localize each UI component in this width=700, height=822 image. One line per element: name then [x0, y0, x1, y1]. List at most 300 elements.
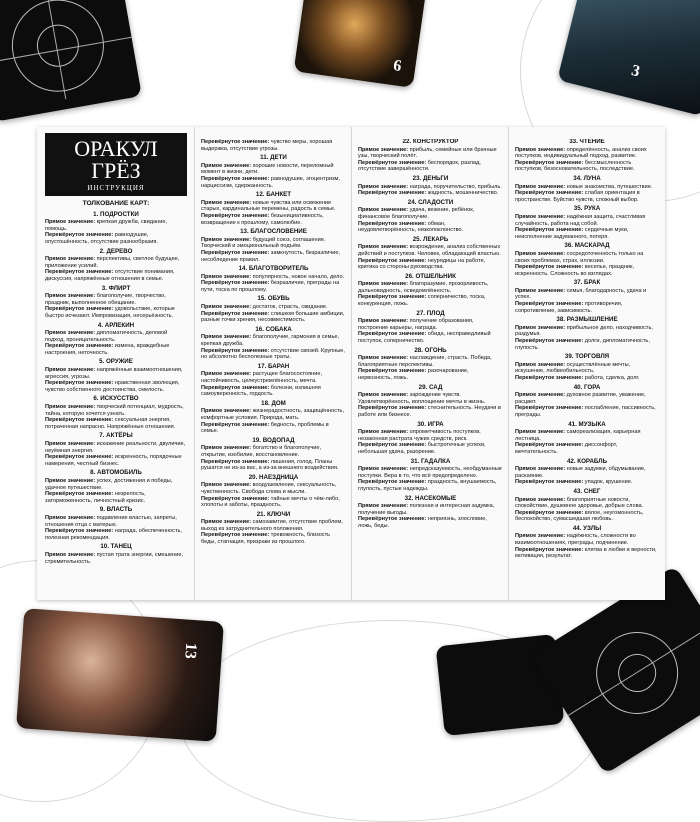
meaning-label: Перевёрнутое значение: [358, 442, 427, 449]
meaning-label: Перевёрнутое значение: [45, 528, 114, 535]
oracle-card-bottom-left [16, 608, 224, 742]
meaning-text: слабая ориентация в пространстве. Буйство чувств, сложный выбор. [515, 190, 640, 203]
card-entry [358, 385, 503, 419]
meaning-label: Прямое значение: [515, 361, 566, 368]
meaning-text: быстротечные успехи, небольшая удача, разорение. [358, 442, 486, 455]
card-number: 6 [392, 57, 403, 76]
meaning-line [45, 219, 187, 232]
fold-line [508, 127, 509, 600]
meaning-text: бедность, проблемы в семье. [201, 421, 329, 435]
meaning-label: Прямое значение: [45, 477, 96, 484]
meaning-label: Прямое значение: [358, 392, 409, 399]
card-entry [201, 139, 346, 152]
card-entry-title: 24. СЛАДОСТИ [407, 198, 454, 206]
meaning-text: веселье, праздник, искренность. Сложность во взглядах. [515, 264, 635, 277]
meaning-label: Прямое значение: [201, 304, 252, 311]
meaning-text: возрождение, анализ собственных действий и поступков. Человек, обладающий властью. [358, 244, 501, 257]
meaning-line [515, 362, 659, 375]
meaning-text: семья, благодарность, удача и успех. [515, 287, 647, 301]
meaning-line [201, 139, 346, 152]
meaning-label: Перевёрнутое значение: [45, 306, 114, 313]
card-entry [45, 507, 187, 541]
meaning-line [45, 269, 187, 282]
meaning-text: новые задумки, обдумывание, раскаяние. [515, 466, 646, 479]
meaning-text: искренность, порядочные намерения, честный бизнес. [45, 454, 182, 467]
meaning-label: Перевёрнутое значение: [201, 421, 270, 428]
card-entry-title: 8. АВТОМОБИЛЬ [90, 469, 142, 477]
meaning-text: определённость, анализ своих поступков, индивидуальный подход, развитие. [515, 146, 647, 160]
meaning-text: успех, достижения и победы, удачное путешествие. [45, 477, 173, 491]
meaning-text: неприязнь, злословие, ложь, беды. [358, 516, 487, 529]
card-entry [515, 489, 659, 523]
card-entry-title: 26. ОТШЕЛЬНИК [405, 272, 456, 280]
meaning-text: противоречия, сопротивление, зависимость. [515, 301, 623, 314]
meaning-label: Перевёрнутое значение: [201, 458, 270, 465]
meaning-label: Прямое значение: [515, 250, 566, 257]
meaning-label: Перевёрнутое значение: [201, 310, 270, 317]
card-entry [45, 544, 187, 565]
meaning-label: Прямое значение: [45, 514, 96, 521]
meaning-text: измена, враждебные настроения, неточность. [45, 343, 170, 356]
meaning-text: искажение реальности, двуличие, неуёмная энергия. [45, 441, 186, 454]
meaning-text: праздность, внушаемость, глупость, пустые надежды. [358, 479, 497, 492]
meaning-label: Перевёрнутое значение: [201, 212, 270, 219]
card-entry [201, 192, 346, 226]
meaning-label: Прямое значение: [201, 482, 252, 489]
card-entry [201, 266, 346, 293]
card-entry-title: 36. МАСКАРАД [564, 242, 610, 250]
meaning-label: Перевёрнутое значение: [515, 442, 584, 449]
meaning-label: Прямое значение: [358, 146, 409, 153]
meaning-label: Прямое значение: [45, 367, 96, 374]
meaning-text: творческий потенциал, мудрость, тайна, которую хочется узнать. [45, 404, 184, 417]
meaning-line [358, 466, 503, 479]
meaning-label: Перевёрнутое значение: [201, 347, 270, 354]
meaning-text: самореализация, карьерная лестница. [515, 429, 641, 442]
meaning-line [201, 163, 346, 176]
meaning-text: стеснительность. Неудачи в работе или бизнесе. [358, 405, 501, 418]
card-entry-title: 22. КОНСТРУКТОР [402, 139, 459, 145]
card-entry-title: 14. БЛАГОТВОРИТЕЛЬ [238, 265, 309, 273]
meaning-text: дипломатичность, деловой подход, проницательность. [45, 330, 168, 343]
meaning-label: Перевёрнутое значение: [515, 190, 584, 197]
meaning-line [515, 214, 659, 227]
meaning-line [358, 442, 503, 455]
meaning-label: Перевёрнутое значение: [201, 532, 270, 539]
meaning-label: Перевёрнутое значение: [45, 232, 114, 239]
card-entry-title: 7. АКТЁРЫ [99, 432, 133, 440]
meaning-label: Перевёрнутое значение: [201, 175, 270, 182]
meaning-line [45, 367, 187, 380]
card-entry [201, 155, 346, 189]
meaning-line [201, 385, 346, 398]
meaning-text: соперничество, тоска, конкуренция, ложь. [358, 294, 486, 308]
meaning-label: Прямое значение: [515, 183, 566, 190]
card-entry-title: 41. МУЗЫКА [568, 420, 606, 428]
meaning-line [515, 510, 659, 523]
meaning-line [515, 338, 659, 351]
meaning-label: Прямое значение: [201, 273, 252, 280]
meaning-text: нравственная эволюция, чувство собственного достоинства, смелость. [45, 380, 180, 393]
meaning-label: Перевёрнутое значение: [358, 405, 427, 412]
meaning-line [201, 280, 346, 293]
card-entry [358, 139, 503, 173]
meaning-text: равнодушие, опустошённость, отсутствие разнообразия. [45, 232, 158, 245]
meaning-label: Прямое значение: [358, 183, 409, 190]
card-entry-title: 38. РАЗМЫШЛЕНИЕ [556, 316, 618, 324]
meaning-label: Перевёрнутое значение: [201, 280, 270, 287]
card-entry-title: 25. ЛЕКАРЬ [412, 235, 449, 243]
card-entry [515, 176, 659, 203]
meaning-label: Перевёрнутое значение: [515, 405, 584, 412]
card-entry [45, 323, 187, 357]
meaning-text: бессмысленность поступков, безосновательность, последствие. [515, 159, 635, 173]
card-entry [515, 243, 659, 277]
card-entry [515, 280, 659, 314]
card-number: 3 [629, 62, 642, 81]
card-entry-title: 34. ЛУНА [573, 174, 601, 182]
meaning-label: Прямое значение: [201, 445, 252, 452]
card-entry [201, 327, 346, 361]
meaning-text: пустая трата энергии, смешение, стремительность. [45, 551, 183, 565]
meaning-label: Прямое значение: [45, 219, 96, 226]
meaning-text: долги, дипломатичность, глупость. [515, 338, 650, 351]
meaning-label: Перевёрнутое значение: [201, 495, 270, 502]
card-entry [45, 396, 187, 430]
card-entry-title: 44. УЗЛЫ [572, 524, 602, 532]
meaning-line [201, 274, 346, 281]
column-4 [515, 139, 659, 594]
meaning-line [201, 371, 346, 384]
meaning-text: клятва в любви и верности, мотивация, результат. [515, 546, 657, 560]
meaning-label: Прямое значение: [515, 496, 566, 503]
section-title: ТОЛКОВАНИЕ КАРТ: [82, 200, 150, 207]
card-entry [358, 422, 503, 456]
meaning-line [515, 301, 659, 314]
card-entry [515, 206, 659, 240]
meaning-label: Перевёрнутое значение: [515, 338, 584, 345]
meaning-text: наслаждение, страсть. Победа, благоприятные перспективы. [358, 355, 492, 368]
meaning-label: Прямое значение: [358, 503, 409, 510]
meaning-label: Прямое значение: [515, 287, 566, 294]
meaning-label: Перевёрнутое значение: [45, 491, 114, 498]
page-title: ОРАКУЛ ГРЁЗ [74, 136, 158, 183]
meaning-line [515, 147, 659, 160]
fold-line [194, 127, 195, 600]
meaning-line [45, 478, 187, 491]
meaning-line [358, 184, 503, 191]
card-entry [515, 354, 659, 381]
meaning-line [201, 176, 346, 189]
card-entry [358, 237, 503, 271]
column-1 [45, 133, 187, 588]
meaning-text: разочарование, нервозность, ложь. [358, 368, 469, 381]
card-entry [45, 470, 187, 504]
meaning-line [358, 207, 503, 220]
meaning-text: крепкая дружба, свидание, помощь. [45, 219, 168, 232]
meaning-line [515, 227, 659, 240]
card-entry [45, 359, 187, 393]
meaning-text: самозавитие, отсутствие проблем, выход из затруднительного положения. [201, 519, 343, 532]
meaning-line [45, 491, 187, 504]
column-3 [358, 139, 503, 594]
meaning-line [515, 375, 659, 382]
card-number: 13 [181, 642, 200, 660]
meaning-label: Перевёрнутое значение: [45, 454, 114, 461]
meaning-line [358, 244, 503, 257]
card-entry-title: 23. ДЕНЬГИ [412, 174, 449, 182]
meaning-line [45, 256, 187, 269]
card-entry-title: 33. ЧТЕНИЕ [569, 139, 605, 145]
meaning-text: отсутствие понимания, дискуссия, напряжённые отношения в семье. [45, 269, 175, 282]
meaning-line [45, 232, 187, 245]
meaning-line [45, 380, 187, 393]
card-entry-title: 3. ФЛИРТ [101, 284, 131, 292]
meaning-text: упадок, крушение. [584, 479, 633, 486]
meaning-label: Прямое значение: [515, 324, 566, 331]
meaning-line [201, 311, 346, 324]
meaning-label: Перевёрнутое значение: [515, 264, 584, 271]
meaning-text: удача, везение, ребёнок, финансовое благополучие. [358, 207, 475, 220]
meaning-label: Прямое значение: [515, 429, 566, 436]
meaning-line [201, 213, 346, 226]
card-entry [201, 512, 346, 546]
meaning-line [45, 552, 187, 565]
meaning-line [45, 404, 187, 417]
meaning-line [45, 441, 187, 454]
card-entry [358, 348, 503, 382]
meaning-text: полезная и интересная задумка, получение выгоды. [358, 503, 495, 516]
card-entry-title: 9. ВЛАСТЬ [99, 506, 133, 514]
column-2 [201, 139, 346, 594]
meaning-line [45, 330, 187, 343]
card-entry [515, 317, 659, 351]
meaning-line [358, 318, 503, 331]
meaning-line [358, 392, 503, 405]
meaning-text: достаток, страсть, свидание. [252, 304, 328, 311]
meaning-text: надёжность, сложности во взаимоотношениях, преграды, подчинение. [515, 533, 636, 547]
meaning-text: получение образования, построение карьеры, награда. [358, 318, 474, 331]
meaning-text: надёжная защита, счастливая случайность, работа над собой. [515, 213, 646, 227]
meaning-label: Прямое значение: [358, 318, 409, 325]
meaning-label: Перевёрнутое значение: [358, 190, 427, 197]
title-block [45, 133, 187, 196]
meaning-label: Прямое значение: [45, 256, 96, 263]
meaning-text: награда, обеспеченность, полезная рекомендация. [45, 528, 182, 541]
meaning-line [515, 429, 659, 442]
meaning-text: беспорядок, разлад, отсутствие завершённости. [358, 159, 481, 173]
meaning-line [358, 331, 503, 344]
meaning-line [515, 184, 659, 191]
meaning-text: опрометчивость поступков, незаконная растрата чужих средств, риск. [358, 429, 481, 442]
meaning-text: благоразумие, прозорливость, дальновидность, осведомлённость. [358, 281, 489, 294]
card-entry-title: 16. СОБАКА [255, 325, 292, 333]
meaning-text: болезни, излишняя самоуверенность, гордость. [201, 384, 321, 398]
meaning-label: Прямое значение: [515, 533, 566, 540]
meaning-label: Перевёрнутое значение: [515, 227, 584, 234]
meaning-label: Перевёрнутое значение: [201, 384, 270, 391]
meaning-line [515, 405, 659, 418]
meaning-label: Перевёрнутое значение: [515, 301, 584, 308]
meaning-text: осуществлённые мечты, искушение, любвеобильность. [515, 361, 631, 375]
meaning-label: Перевёрнутое значение: [515, 375, 584, 381]
meaning-text: удовольствие, которые быстро исчезают. Импровизация, несерьёзность. [45, 306, 175, 319]
meaning-label: Прямое значение: [201, 236, 252, 243]
meaning-label: Перевёрнутое значение: [515, 546, 584, 553]
meaning-label: Прямое значение: [358, 466, 409, 473]
meaning-text: новые знакомства, путешествие. [566, 183, 653, 190]
meaning-label: Перевёрнутое значение: [515, 509, 584, 516]
meaning-label: Перевёрнутое значение: [358, 516, 427, 523]
meaning-line [45, 306, 187, 319]
instruction-sheet [37, 127, 665, 600]
card-entry-title: 39. ТОРГОВЛЯ [564, 353, 610, 361]
meaning-line [515, 190, 659, 203]
card-entry [201, 296, 346, 323]
card-entry-title: 31. ГАДАЛКА [410, 457, 451, 465]
meaning-label: Перевёрнутое значение: [201, 139, 270, 145]
meaning-line [515, 497, 659, 510]
meaning-label: Перевёрнутое значение: [358, 479, 427, 486]
meaning-text: перспективы, светлое будущее, приложение усилий. [45, 256, 180, 269]
meaning-line [201, 200, 346, 213]
meaning-line [45, 417, 187, 430]
meaning-line [45, 515, 187, 528]
meaning-label: Прямое значение: [201, 519, 252, 526]
meaning-label: Перевёрнутое значение: [358, 257, 427, 264]
meaning-line [515, 547, 659, 560]
meaning-line [201, 482, 346, 495]
card-entry [358, 496, 503, 530]
card-entry-title: 17. БАРАН [257, 362, 290, 370]
meaning-line [201, 334, 346, 347]
meaning-line [45, 343, 187, 356]
meaning-line [201, 422, 346, 435]
meaning-line [515, 264, 659, 277]
card-entry-title: 5. ОРУЖИЕ [99, 358, 133, 366]
card-entry [358, 311, 503, 345]
meaning-text: обида, несправедливый поступок, соперничество. [358, 331, 491, 345]
meaning-text: популярность, новое начало, дело. [252, 273, 345, 280]
card-entry [515, 422, 659, 456]
meaning-text: благополучие, творчество, праздник, выполненное обещание. [45, 293, 166, 306]
meaning-text: воодушевление, сексуальность, чувственность. Свобода слова и мысли. [201, 482, 337, 495]
meaning-label: Прямое значение: [45, 293, 96, 300]
meaning-label: Перевёрнутое значение: [45, 269, 114, 276]
meaning-label: Перевёрнутое значение: [358, 220, 427, 227]
card-entry-title: 32. НАСЕКОМЫЕ [404, 494, 457, 502]
meaning-line [358, 479, 503, 492]
meaning-line [515, 288, 659, 301]
meaning-line [358, 221, 503, 234]
card-entry [515, 526, 659, 560]
meaning-text: чувство меры, хорошая выдержка, отсутствие угрозы. [201, 139, 333, 152]
meaning-text: безразличие, преграды на пути, тоска по прошлому. [201, 280, 340, 293]
meaning-label: Прямое значение: [358, 355, 409, 362]
oracle-card-top-middle [294, 0, 427, 88]
card-entry [515, 139, 659, 173]
card-entry-title: 43. СНЕГ [573, 487, 601, 495]
card-entry-title: 27. ПЛОД [416, 309, 445, 317]
meaning-label: Прямое значение: [515, 213, 566, 220]
meaning-text: тайные мечты о чём-либо, хлопоты и заботы, праздность. [201, 495, 340, 509]
meaning-label: Прямое значение: [515, 466, 566, 473]
meaning-label: Перевёрнутое значение: [201, 249, 270, 256]
meaning-label: Прямое значение: [45, 330, 96, 337]
card-entry-title: 11. ДЕТИ [260, 154, 287, 162]
meaning-label: Прямое значение: [201, 334, 252, 341]
meaning-text: награда, поручительство, прибыль. [409, 183, 502, 190]
meaning-label: Прямое значение: [45, 404, 96, 411]
meaning-line [515, 466, 659, 479]
meaning-line [201, 445, 346, 458]
meaning-label: Перевёрнутое значение: [45, 343, 114, 350]
meaning-label: Прямое значение: [201, 162, 252, 169]
card-entry [201, 401, 346, 435]
meaning-line [45, 293, 187, 306]
meaning-line [358, 355, 503, 368]
meaning-text: новые чувства или освежение старых, кардинальные перемены, радость в семье. [201, 199, 336, 213]
card-entry-title: 4. АРЛЕКИН [97, 321, 135, 329]
card-entry-title: 1. ПОДРОСТКИ [93, 210, 139, 218]
meaning-text: благополучие, гармония в семье, крепкая дружба. [201, 334, 340, 348]
meaning-label: Прямое значение: [201, 408, 252, 415]
card-entry-title: 12. БАНКЕТ [255, 191, 292, 199]
meaning-line [358, 516, 503, 529]
meaning-label: Перевёрнутое значение: [358, 331, 427, 338]
meaning-label: Перевёрнутое значение: [358, 294, 427, 301]
meaning-label: Прямое значение: [201, 371, 252, 378]
meaning-line [358, 368, 503, 381]
card-entry [515, 385, 659, 419]
card-entry [201, 475, 346, 509]
meaning-line [201, 532, 346, 545]
meaning-text: напряжённые взаимоотношения, агрессия, угрозы. [45, 367, 183, 380]
meaning-text: диссонфорт, мечтательность. [515, 442, 618, 455]
meaning-text: хорошие новости, переломный момент в жизни, дети. [201, 162, 334, 176]
card-entry [201, 364, 346, 398]
fold-line [351, 127, 352, 600]
meaning-line [45, 454, 187, 467]
meaning-text: будущий союз, соглашение. Творческий и эмоциональный подъём. [201, 236, 326, 250]
meaning-label: Прямое значение: [515, 392, 566, 399]
meaning-line [201, 496, 346, 509]
card-entry-title: 18. ДОМ [261, 399, 286, 407]
meaning-text: равнодушие, эгоцентризм, нарциссизм, сдержанность. [201, 175, 340, 189]
meaning-text: богатство и благополучие, открытие, изобилие, восстановление. [201, 445, 322, 458]
meaning-text: безынициативность, возвращение к прошлому, самолюбие. [201, 212, 324, 226]
card-entry-title: 29. САД [418, 383, 443, 391]
meaning-line [201, 408, 346, 421]
meaning-line [201, 348, 346, 361]
page-subtitle: ИНСТРУКЦИЯ [87, 184, 145, 192]
meaning-line [358, 147, 503, 160]
card-entry-title: 35. РУКА [573, 205, 601, 213]
meaning-line [201, 459, 346, 472]
card-entry-title: 21. КЛЮЧИ [256, 510, 291, 518]
meaning-text: непредсказуемость, необдуманные поступки. Вера в то, что всё предопределено. [358, 466, 502, 479]
meaning-line [358, 503, 503, 516]
meaning-line [201, 237, 346, 250]
meaning-text: сердечные муки, неисполнение задуманного, потеря. [515, 227, 629, 240]
meaning-text: незрелость, заторможенность, личностный кризис. [45, 491, 146, 504]
meaning-label: Прямое значение: [358, 207, 409, 214]
meaning-label: Прямое значение: [45, 441, 96, 447]
meaning-line [201, 304, 346, 311]
meaning-text: растущее благосостояние, настойчивость, целеустремлённость, мечта. [201, 371, 323, 384]
card-entry [45, 249, 187, 283]
meaning-text: вялое, неугомонность, беспокойство, сумасшедшая любовь. [515, 509, 644, 523]
